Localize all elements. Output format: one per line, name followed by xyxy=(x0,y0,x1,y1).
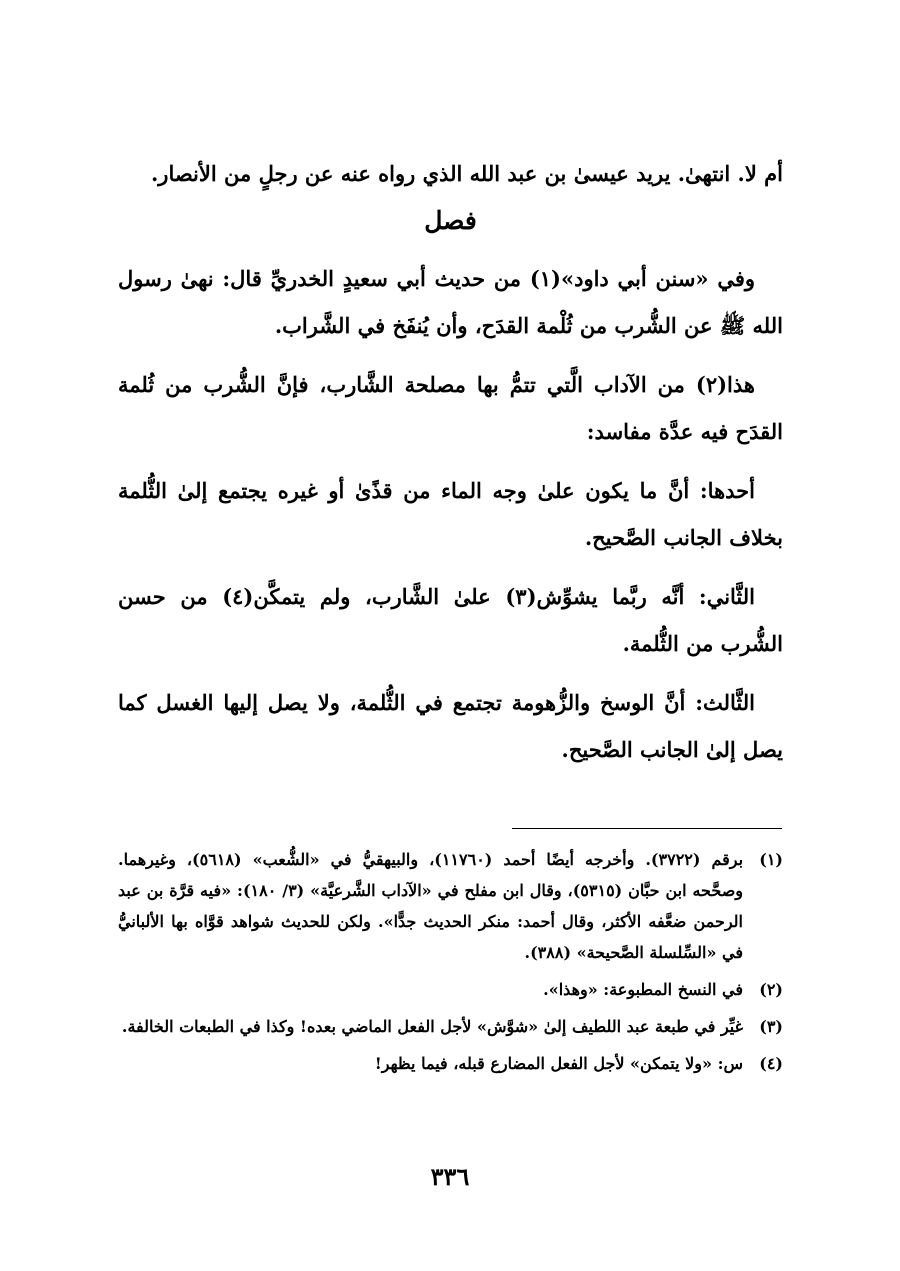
footnote-3 xyxy=(118,1011,783,1042)
paragraph-second-harm: الثَّاني: أنَّه ربَّما يشوِّش(٣) علىٰ الشَّارب، ولم يتمكَّن(٤) من حسن الشُّرب من الثُّلمة. xyxy=(118,584,783,656)
footnote-number: (١) xyxy=(759,850,783,869)
footnote-text: س: «ولا يتمكن» لأجل الفعل المضارع قبله، فيما يظهر! xyxy=(374,1054,743,1073)
paragraph-intro: هذا(٢) من الآداب الَّتي تتمُّ بها مصلحة الشَّارب، فإنَّ الشُّرب من ثُلمة القدَح فيه عدَّة مفاسد: xyxy=(118,372,783,444)
footnote-1 xyxy=(118,844,783,968)
paragraph-third-harm: الثَّالث: أنَّ الوسخ والزُّهومة تجتمع في الثُّلمة، ولا يصل إليها الغسل كما يصل إلىٰ الجانب الصَّحيح. xyxy=(118,690,783,762)
page-number: ٣٣٦ xyxy=(430,1162,470,1191)
section-heading: فصل xyxy=(424,206,477,235)
footnote-text: غيِّر في طبعة عبد اللطيف إلىٰ «شوَّش» لأجل الفعل الماضي بعده! وكذا في الطبعات الخالفة. xyxy=(121,1017,743,1036)
footnote-number: (٢) xyxy=(759,980,783,999)
paragraph-first-harm: أحدها: أنَّ ما يكون علىٰ وجه الماء من قذًىٰ أو غيره يجتمع إلىٰ الثُّلمة بخلاف الجانب الصَّحيح. xyxy=(118,478,783,550)
footnote-4 xyxy=(118,1048,783,1079)
footnote-text: في النسخ المطبوعة: «وهذا». xyxy=(543,980,743,999)
footnote-2 xyxy=(118,974,783,1005)
paragraph-continuation: أم لا. انتهىٰ. يريد عيسىٰ بن عبد الله الذي رواه عنه عن رجلٍ من الأنصار. xyxy=(151,161,783,186)
paragraph-hadith: وفي «سنن أبي داود»(١) من حديث أبي سعيدٍ الخدريِّ قال: نهىٰ رسول الله ﷺ عن الشُّرب من ثُلْمة القدَح، وأن يُنفَخ في الشَّراب. xyxy=(118,266,783,338)
footnotes xyxy=(118,844,783,1085)
footnote-number: (٣) xyxy=(759,1017,783,1036)
main-text xyxy=(118,150,783,785)
footnote-text: برقم (٣٧٢٢). وأخرجه أيضًا أحمد (١١٧٦٠)، والبيهقيُّ في «الشُّعب» (٥٦١٨)، وغيرهما. وصحَّحه ابن حبَّان (٥٣١٥)، وقال ابن مفلح في «الآداب الشَّرعيَّة» (٣/ ١٨٠): «فيه قرَّة بن عبد الرحمن ضعَّفه الأكثر، وقال أحمد: منكر الحديث جدًّا». ولكن للحديث شواهد قوَّاه بها الألبانيُّ في «السِّلسلة الصَّحيحة» (٣٨٨). xyxy=(118,850,744,962)
footnote-separator xyxy=(512,828,782,829)
footnote-number: (٤) xyxy=(759,1054,783,1073)
